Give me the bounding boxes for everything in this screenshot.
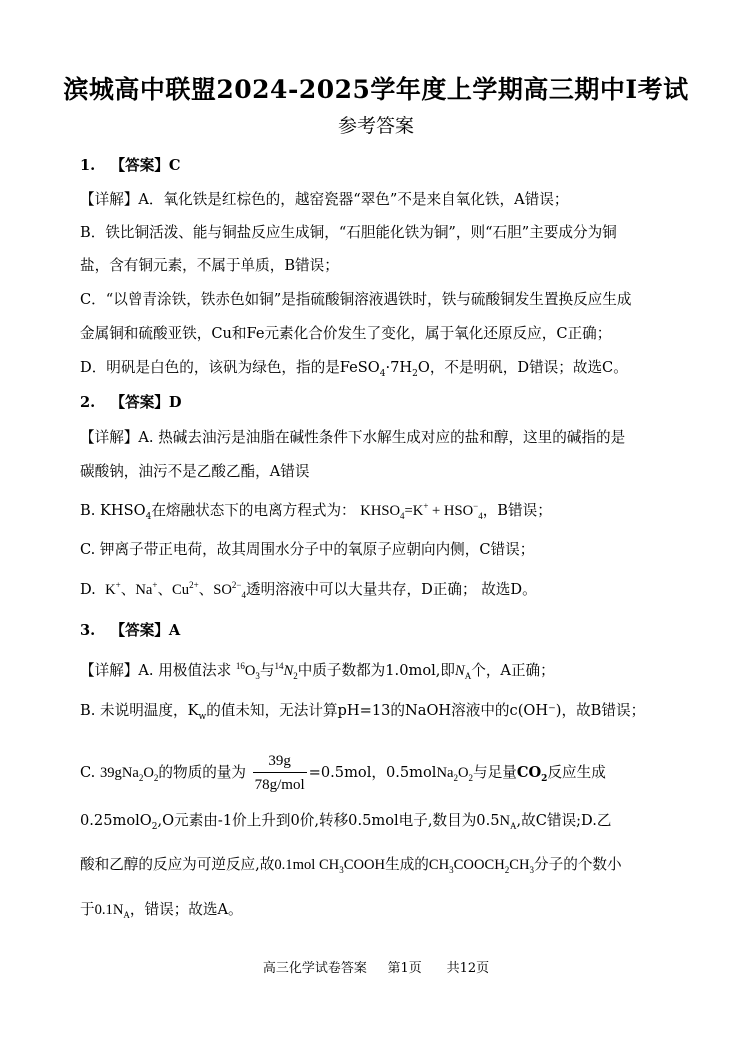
q3-heading [80, 621, 180, 641]
page-title: 滨城高中联盟2024-2025学年度上学期高三期中Ⅰ考试 [63, 75, 689, 104]
ion-list: K+、Na+、$Cu^{2+}$、$SO^{2-}_4$ [105, 580, 246, 600]
q1-detail-c1: C．“以曾青涂铁，铁赤色如铜”是指硫酸铜溶液遇铁时，铁与硫酸铜发生置换反应生成 [80, 291, 632, 308]
q3-detail-a: 【详解】A. 用极值法求 $^{16}O_3$与$^{14}N_2$中质子数都为1.0mol,即$N_A$个，A正确； [80, 661, 555, 681]
q1-detail-b1: B．铁比铜活泼、能与铜盐反应生成铜，“石胆能化铁为铜”，则“石胆”主要成分为铜 [80, 224, 617, 241]
q1-heading [80, 156, 181, 176]
q2-detail-b: B. $KHSO_4$在熔融状态下的电离方程式为： $KHSO_4=K^+ + HSO^-_4$，B错误； [80, 501, 552, 522]
q2-number: 2. [80, 394, 96, 411]
q2-detail-a2: 碳酸钠，油污不是乙酸乙酯，A错误 [80, 463, 310, 480]
q3-detail-b: B. 未说明温度，$K_w$的值未知，无法计算pH=13的NaOH溶液中的c(OH⁻)，故B错误； [80, 702, 646, 722]
molar-fraction: $\frac{39g}{\text{78g/mol}}$ [254, 753, 305, 793]
q3-detail-c2: 0.25molO$_2$,O元素由-1价上升到0价,转移0.5mol电子,数目为$0.5N_A$,故C错误;D.乙 [80, 812, 612, 832]
ionization-equation: $KHSO_4=K^+ + HSO^-_4$ [360, 501, 483, 521]
q1-detail-d: D．明矾是白色的，该矾为绿色，指的是$FeSO_4\cdot 7H_2O$，不是明矾，D错误；故选C。 [80, 359, 628, 379]
q3-answer: 【答案】A [110, 622, 181, 639]
q1-answer: 【答案】C [110, 157, 181, 174]
q1-detail-a: 【详解】A．氧化铁是红棕色的，越窑瓷器“翠色”不是来自氧化铁，A错误； [80, 191, 569, 208]
q3-detail-d2: 于$0.1N_A$，错误；故选A。 [80, 901, 243, 920]
q2-answer: 【答案】D [110, 394, 182, 411]
page-subtitle: 参考答案 [337, 115, 414, 137]
q3-number: 3. [80, 622, 96, 639]
q2-detail-a1: 【详解】A. 热碱去油污是油脂在碱性条件下水解生成对应的盐和醇，这里的碱指的是 [80, 429, 626, 446]
page-footer: 高三化学试卷答案 第1页 共12页 [262, 961, 490, 976]
q1-detail-b2: 盐，含有铜元素，不属于单质，B错误； [80, 257, 339, 274]
q2-heading [80, 393, 182, 413]
q1-number: 1. [80, 157, 96, 174]
q2-detail-c: C. 钾离子带正电荷，故其周围水分子中的氧原子应朝向内侧，C错误； [80, 541, 535, 558]
q1-detail-c2: 金属铜和硫酸亚铁，Cu和Fe元素化合价发生了变化，属于氧化还原反应，C正确； [80, 325, 612, 342]
q3-detail-d1: 酸和乙醇的反应为可逆反应,故0.1mol $CH_3COOH$生成的$CH_3COOCH_2CH_3$分子的个数小 [80, 856, 622, 875]
q3-detail-c: C. $39gNa_2O_2$的物质的量为 $\frac{39g}{\text{78g/mol}}$ =0.5mol，$0.5molNa_2O_2$与足量$CO_2$反应生成 [80, 753, 606, 793]
q2-detail-d: D. K+、Na+、$Cu^{2+}$、$SO^{2-}_4$透明溶液中可以大量共存，D正确； 故选D。 [80, 580, 537, 600]
